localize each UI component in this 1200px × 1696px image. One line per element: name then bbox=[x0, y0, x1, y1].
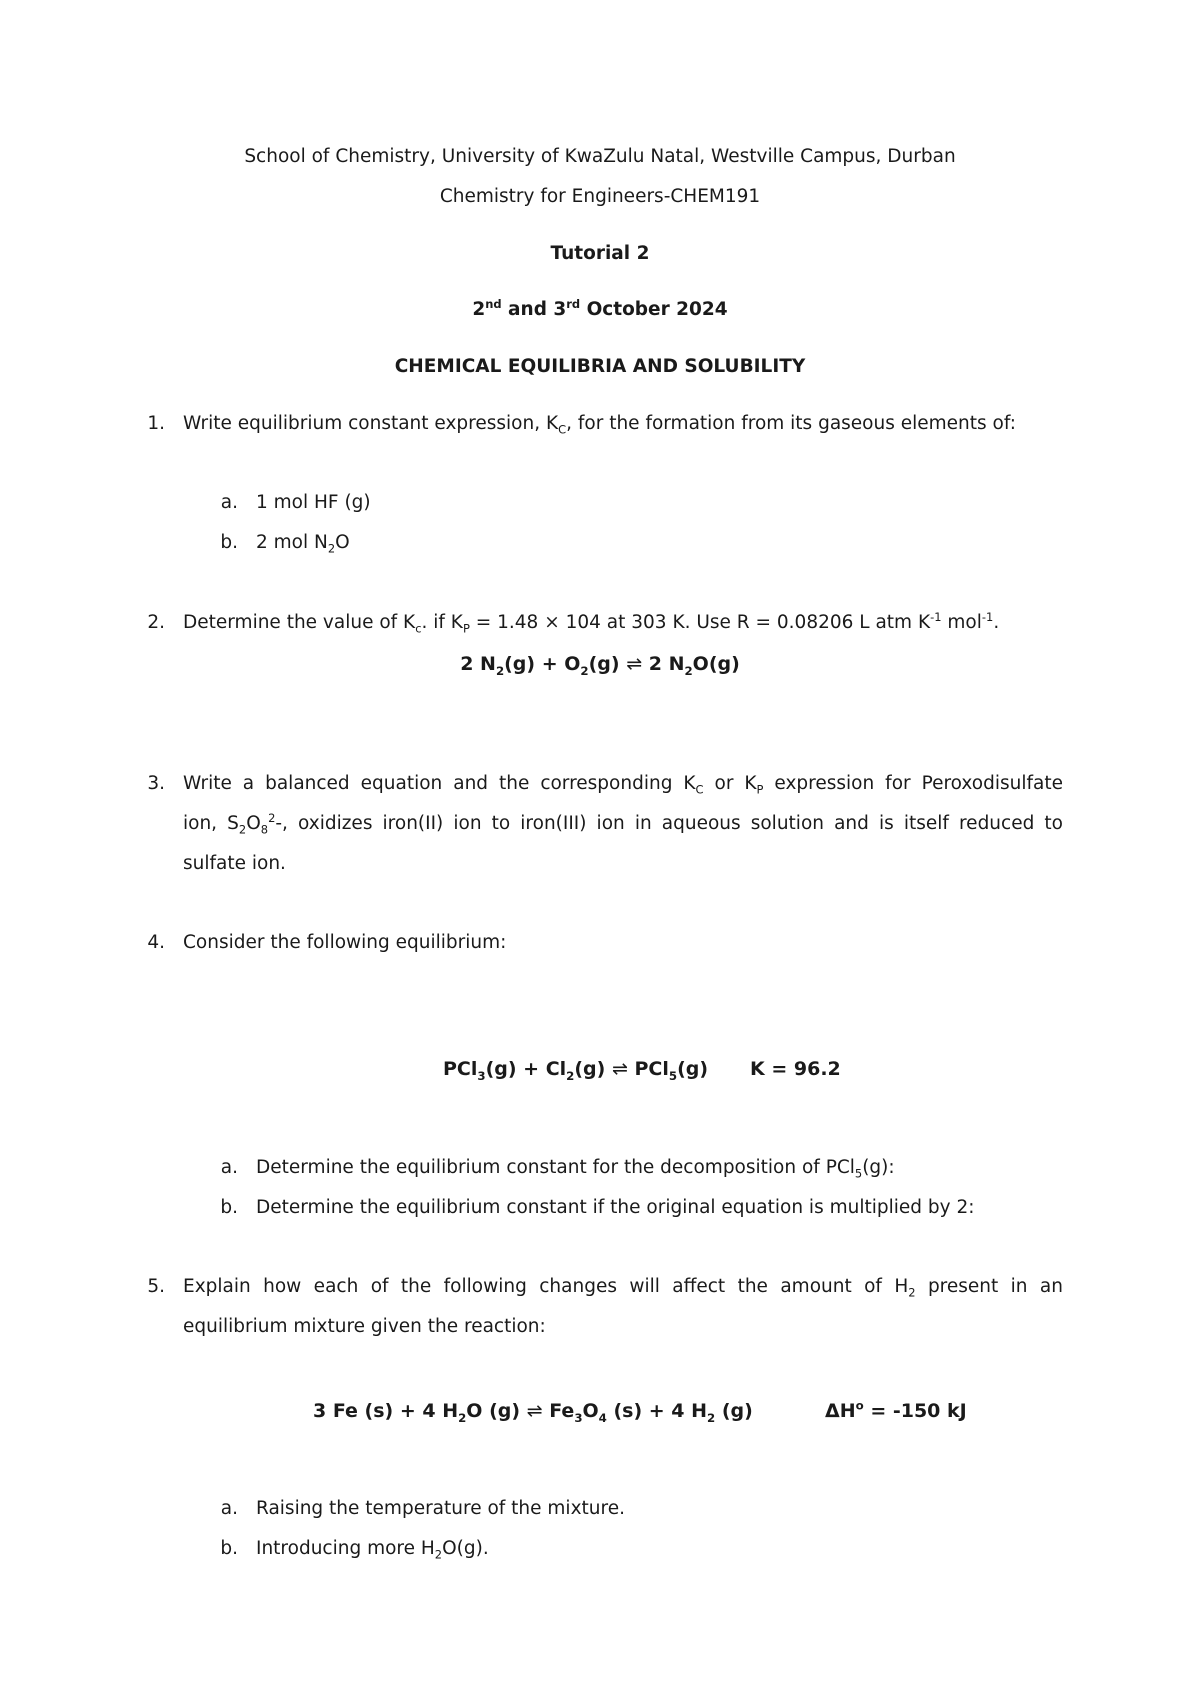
q2-t2: . if K bbox=[421, 612, 463, 633]
q3-l1-c: expression for Peroxodisulfate bbox=[763, 773, 1063, 794]
date-line bbox=[0, 296, 1200, 320]
q5-line2: equilibrium mixture given the reaction: bbox=[183, 1316, 546, 1337]
q1b-text-b: O bbox=[335, 532, 350, 553]
q5-eq-2: O (g) bbox=[466, 1400, 521, 1422]
date-sup1: nd bbox=[485, 296, 502, 311]
q2-eq-1: 2 N bbox=[460, 653, 496, 675]
q3-l1-s2: P bbox=[756, 782, 764, 797]
q4a-label: a. bbox=[220, 1157, 238, 1178]
q4-eq-3: (g) bbox=[574, 1058, 606, 1080]
q3-line3: sulfate ion. bbox=[183, 853, 286, 874]
q5-enthalpy bbox=[825, 1400, 967, 1422]
q5b-text-a: Introducing more H bbox=[256, 1538, 435, 1559]
q3-l1-a: Write a balanced equation and the corresponding K bbox=[183, 773, 696, 794]
q2-t5: . bbox=[993, 612, 1000, 633]
q4a-sub: 5 bbox=[854, 1166, 863, 1181]
q1b-text bbox=[256, 532, 350, 556]
q2-eq-s2: 2 bbox=[580, 663, 589, 678]
q2-eq-3: (g) bbox=[588, 653, 620, 675]
q5-eq-4: O bbox=[582, 1400, 599, 1422]
q5-number: 5. bbox=[147, 1276, 165, 1297]
q5b-text-b: O(g). bbox=[442, 1538, 489, 1559]
q3-l2-p: 2 bbox=[268, 810, 276, 825]
q1-text-a: Write equilibrium constant expression, K bbox=[183, 413, 559, 434]
equilibrium-arrow-icon: ⇌ bbox=[526, 1400, 543, 1422]
q2-p1: -1 bbox=[930, 609, 942, 624]
q2-equation bbox=[0, 653, 1200, 678]
q2-t3: = 1.48 × 104 at 303 K. Use R = 0.08206 L atm K bbox=[469, 612, 931, 633]
q1-text bbox=[183, 413, 1016, 437]
date-rest: October 2024 bbox=[580, 299, 728, 320]
equilibrium-arrow-icon: ⇌ bbox=[626, 653, 643, 675]
q4-eq-4: PCl bbox=[634, 1058, 669, 1080]
q2-t4: mol bbox=[941, 612, 982, 633]
q3-l2-s1: 2 bbox=[238, 822, 247, 837]
q3-l2-b: O bbox=[246, 813, 261, 834]
q5-l1-a: Explain how each of the following changes will affect the amount of H bbox=[183, 1276, 909, 1297]
date-day1: 2 bbox=[472, 299, 486, 320]
tutorial-title: Tutorial 2 bbox=[550, 243, 650, 264]
q1b-text-a: 2 mol N bbox=[256, 532, 328, 553]
q2-eq-s3: 2 bbox=[684, 663, 693, 678]
q5-eq-s3: 4 bbox=[598, 1410, 607, 1425]
q5b-sub: 2 bbox=[434, 1547, 443, 1562]
q1b-label: b. bbox=[220, 532, 238, 553]
q5-eq-s2: 3 bbox=[574, 1410, 583, 1425]
q1-sub: C bbox=[558, 422, 567, 437]
q5a-label: a. bbox=[220, 1498, 238, 1519]
q4b-text: Determine the equilibrium constant if the original equation is multiplied by 2: bbox=[256, 1197, 975, 1218]
q3-line1 bbox=[183, 773, 1063, 797]
q2-s2: P bbox=[462, 621, 470, 636]
q4a-text-a: Determine the equilibrium constant for the decomposition of PCl bbox=[256, 1157, 855, 1178]
q5-equation bbox=[313, 1400, 753, 1425]
section-title: CHEMICAL EQUILIBRIA AND SOLUBILITY bbox=[394, 356, 806, 377]
q5-l1-s: 2 bbox=[908, 1285, 916, 1300]
q5-eq-3: Fe bbox=[549, 1400, 575, 1422]
q3-number: 3. bbox=[147, 773, 165, 794]
equilibrium-arrow-icon: ⇌ bbox=[611, 1058, 628, 1080]
q4a-text-b: (g): bbox=[862, 1157, 895, 1178]
q1-number: 1. bbox=[147, 413, 165, 434]
q5-eq-s1: 2 bbox=[458, 1410, 467, 1425]
q5-line1 bbox=[183, 1276, 1063, 1300]
q1b-sub: 2 bbox=[327, 541, 336, 556]
q3-l2-c: -, oxidizes iron(II) ion to iron(III) ion in aqueous solution and is itself reduced to bbox=[275, 813, 1063, 834]
q5-dh-1: ΔH bbox=[825, 1400, 856, 1422]
q5a-text: Raising the temperature of the mixture. bbox=[256, 1498, 625, 1519]
q3-l2-s2: 8 bbox=[260, 822, 269, 837]
q2-eq-4: 2 N bbox=[648, 653, 685, 675]
q2-p2: -1 bbox=[981, 609, 994, 624]
q4-number: 4. bbox=[147, 932, 165, 953]
date-and: and 3 bbox=[501, 299, 567, 320]
q2-text bbox=[183, 609, 1000, 636]
q4-eq-5: (g) bbox=[677, 1058, 709, 1080]
q5-eq-5: (s) + 4 H bbox=[606, 1400, 708, 1422]
q3-line2 bbox=[183, 810, 1063, 837]
q4-text: Consider the following equilibrium: bbox=[183, 932, 507, 953]
q2-eq-s1: 2 bbox=[495, 663, 505, 678]
q5-eq-6: (g) bbox=[715, 1400, 753, 1422]
q5b-text bbox=[256, 1538, 489, 1562]
q3-l1-s1: C bbox=[695, 782, 704, 797]
q4-eq-s1: 3 bbox=[477, 1068, 486, 1083]
q1a-text: 1 mol HF (g) bbox=[256, 492, 371, 513]
q4b-label: b. bbox=[220, 1197, 238, 1218]
school-line: School of Chemistry, University of KwaZulu Natal, Westville Campus, Durban bbox=[244, 146, 956, 167]
q5b-label: b. bbox=[220, 1538, 238, 1559]
q2-number: 2. bbox=[147, 612, 165, 633]
q4-equation bbox=[443, 1058, 709, 1083]
q5-dh-2: = -150 kJ bbox=[863, 1400, 967, 1422]
q5-eq-s4: 2 bbox=[707, 1410, 716, 1425]
q2-eq-2: (g) + O bbox=[504, 653, 581, 675]
q3-l1-b: or K bbox=[703, 773, 757, 794]
q4-eq-s2: 2 bbox=[566, 1068, 575, 1083]
q5-l1-b: present in an bbox=[915, 1276, 1063, 1297]
q1-text-b: , for the formation from its gaseous elements of: bbox=[566, 413, 1016, 434]
q1a-label: a. bbox=[220, 492, 238, 513]
q5-dh-sup: o bbox=[855, 1398, 864, 1413]
date-sup2: rd bbox=[566, 296, 581, 311]
q4-eq-1: PCl bbox=[443, 1058, 478, 1080]
q4-k-value: K = 96.2 bbox=[750, 1058, 841, 1080]
q5-eq-1: 3 Fe (s) + 4 H bbox=[313, 1400, 459, 1422]
q2-eq-5: O(g) bbox=[692, 653, 740, 675]
course-line: Chemistry for Engineers-CHEM191 bbox=[439, 186, 761, 207]
q4-eq-2: (g) + Cl bbox=[485, 1058, 567, 1080]
q2-t1: Determine the value of K bbox=[183, 612, 416, 633]
q2-s1: c bbox=[415, 621, 422, 636]
q3-l2-a: ion, S bbox=[183, 813, 239, 834]
q4a-text bbox=[256, 1157, 895, 1181]
q4-eq-s3: 5 bbox=[668, 1068, 678, 1083]
